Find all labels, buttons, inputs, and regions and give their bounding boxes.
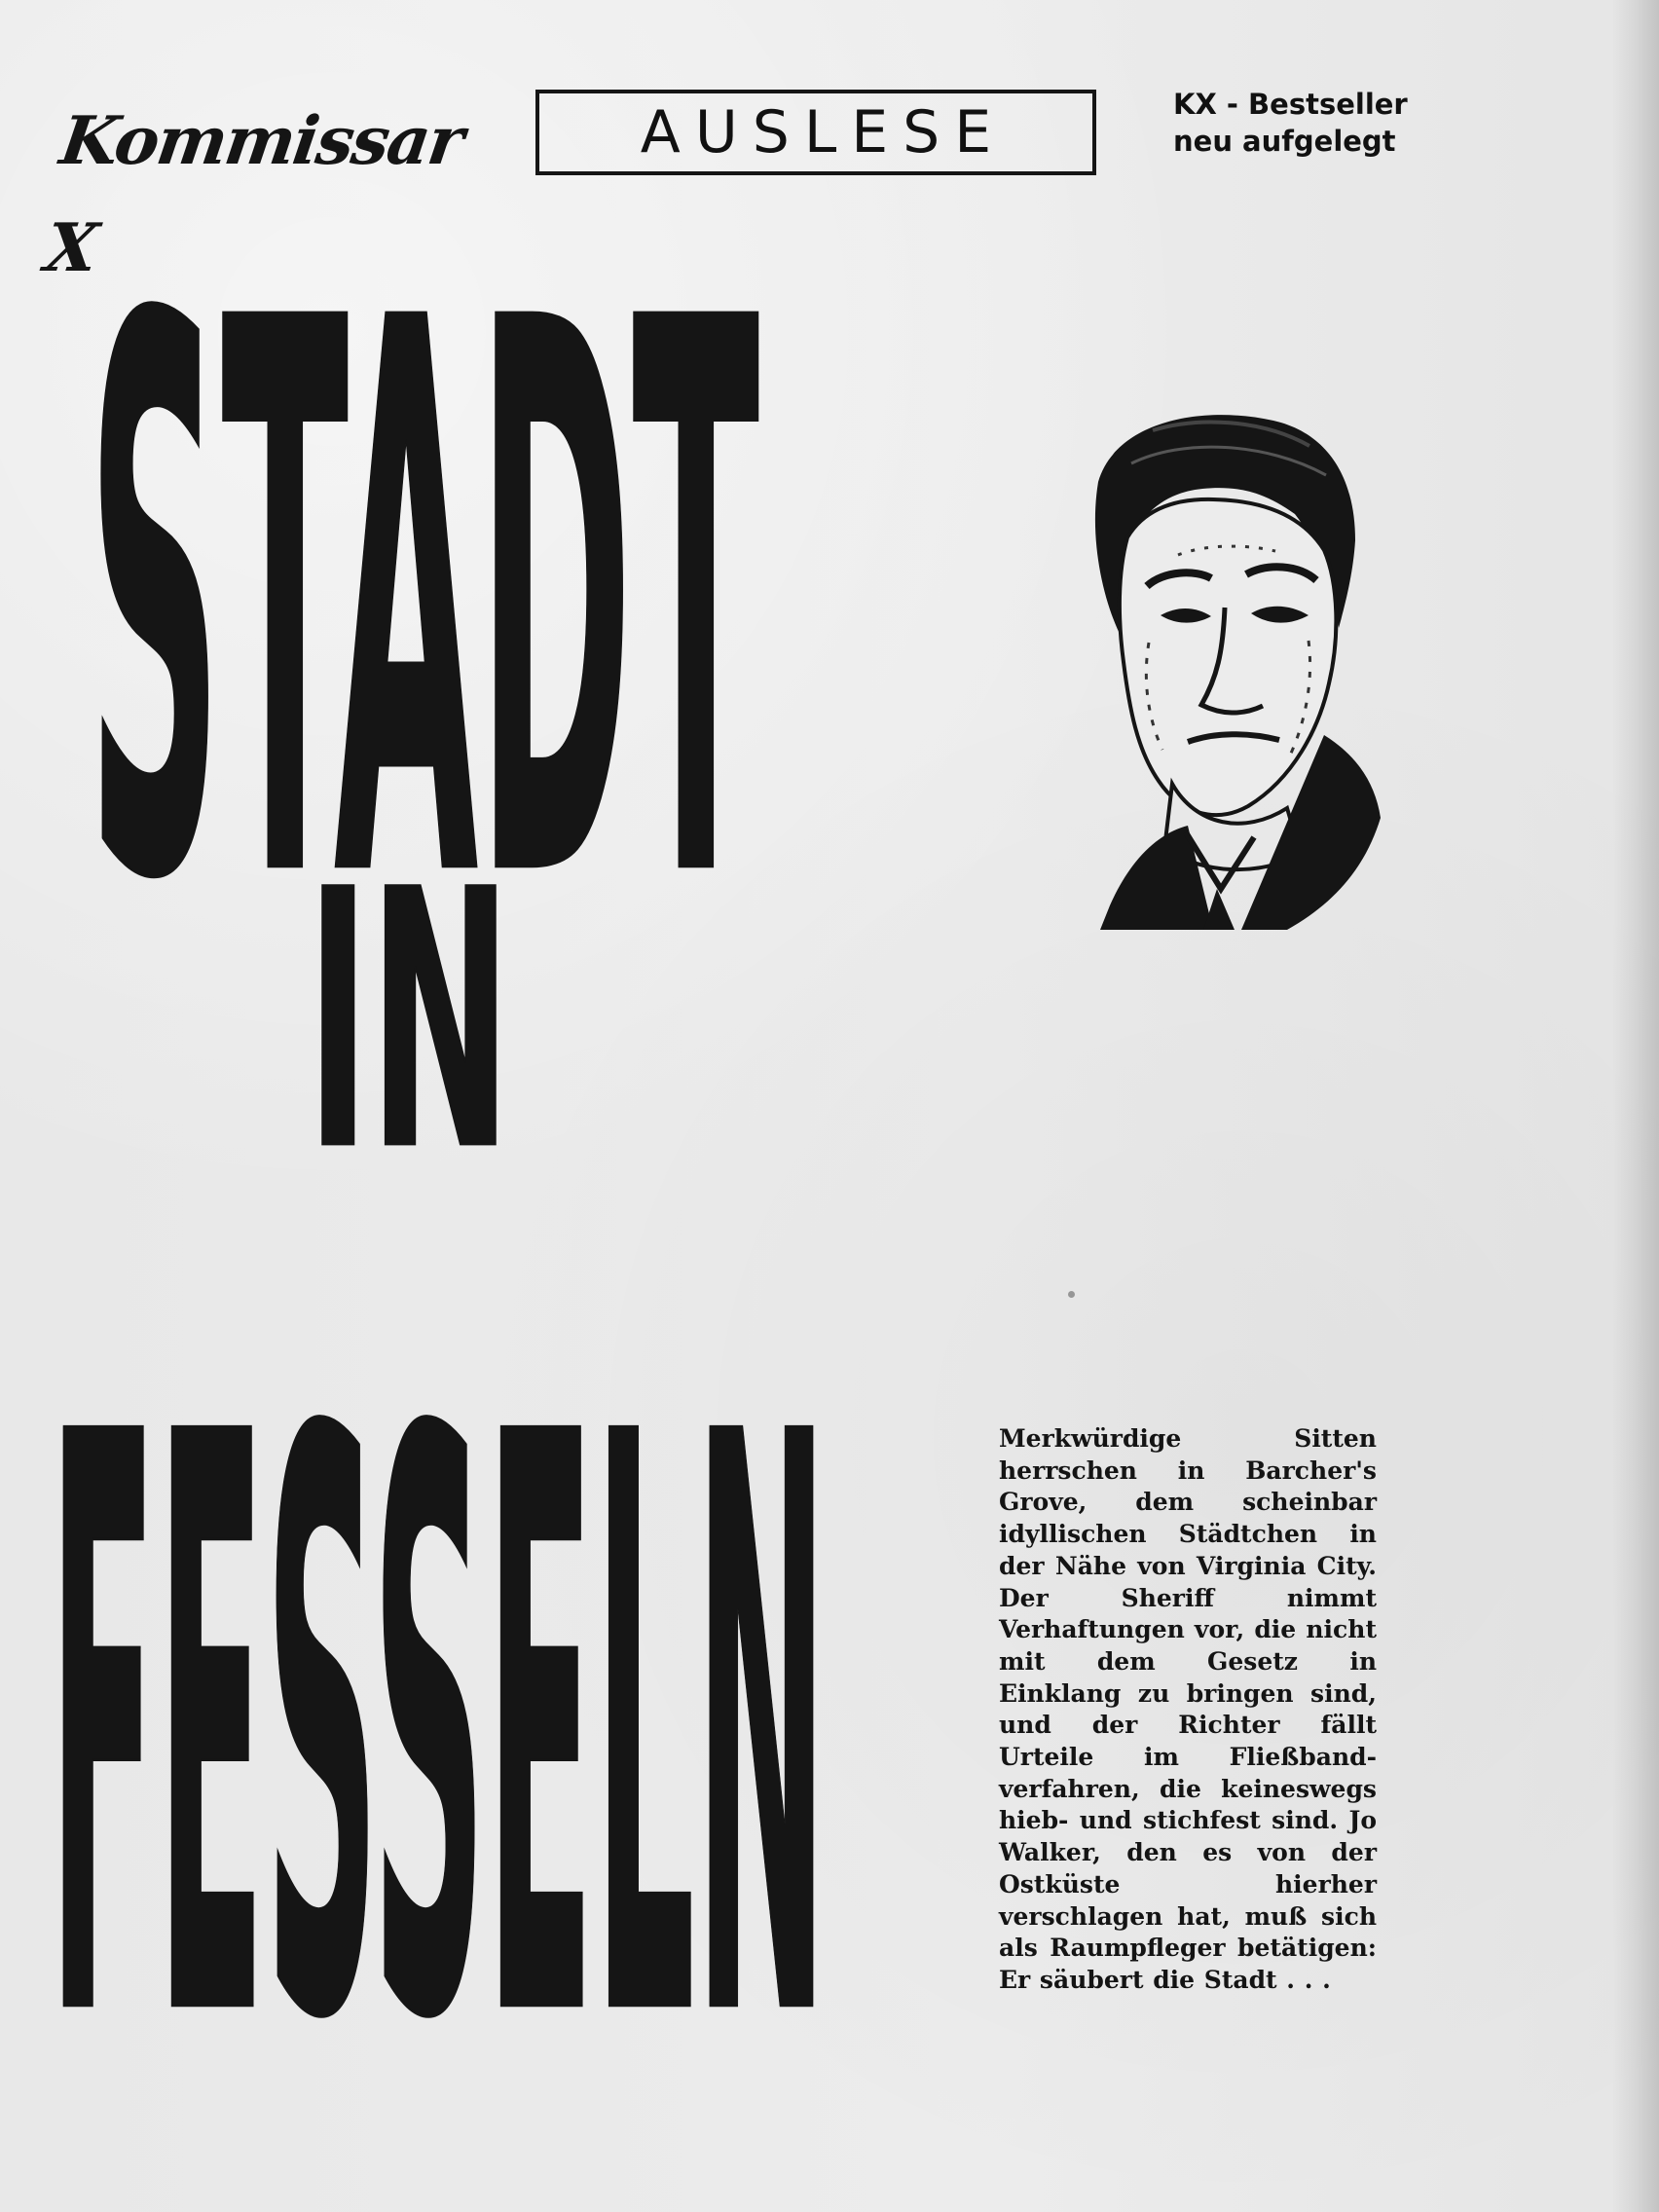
bestseller-line-1: KX - Bestseller — [1173, 88, 1408, 121]
bestseller-note — [1173, 86, 1446, 160]
title-word-in: IN — [307, 814, 511, 1229]
title-word-stadt: STADT — [88, 161, 761, 1047]
print-speck — [1068, 1291, 1075, 1298]
binding-shadow — [1612, 0, 1659, 2212]
series-title: AUSLESE — [640, 98, 1007, 166]
portrait-illustration — [1071, 399, 1392, 930]
bestseller-line-2: neu aufgelegt — [1173, 125, 1396, 158]
face — [1120, 499, 1336, 815]
title-word-fesseln: FESSELN — [49, 1269, 829, 2194]
brand-logo: Kommissar X — [40, 102, 467, 287]
story-blurb: Merkwürdige Sitten herrschen in Barcher's Grove, dem scheinbar idyllischen Städtchen in der Nähe von Virginia City. Der Sheriff nimmt Verhaftungen vor, die nicht mit dem Gesetz in Einklang zu bringen sind, und der Richter fällt Urteile im Fließbandverfahren, die keineswegs hieb- und stichfest sind. Jo Walker, den es von der Ostküste hierher verschlagen hat, muß sich als Raumpfleger betätigen: Er säubert die Stadt . . . — [999, 1424, 1377, 1994]
print-speck — [1215, 1567, 1219, 1571]
